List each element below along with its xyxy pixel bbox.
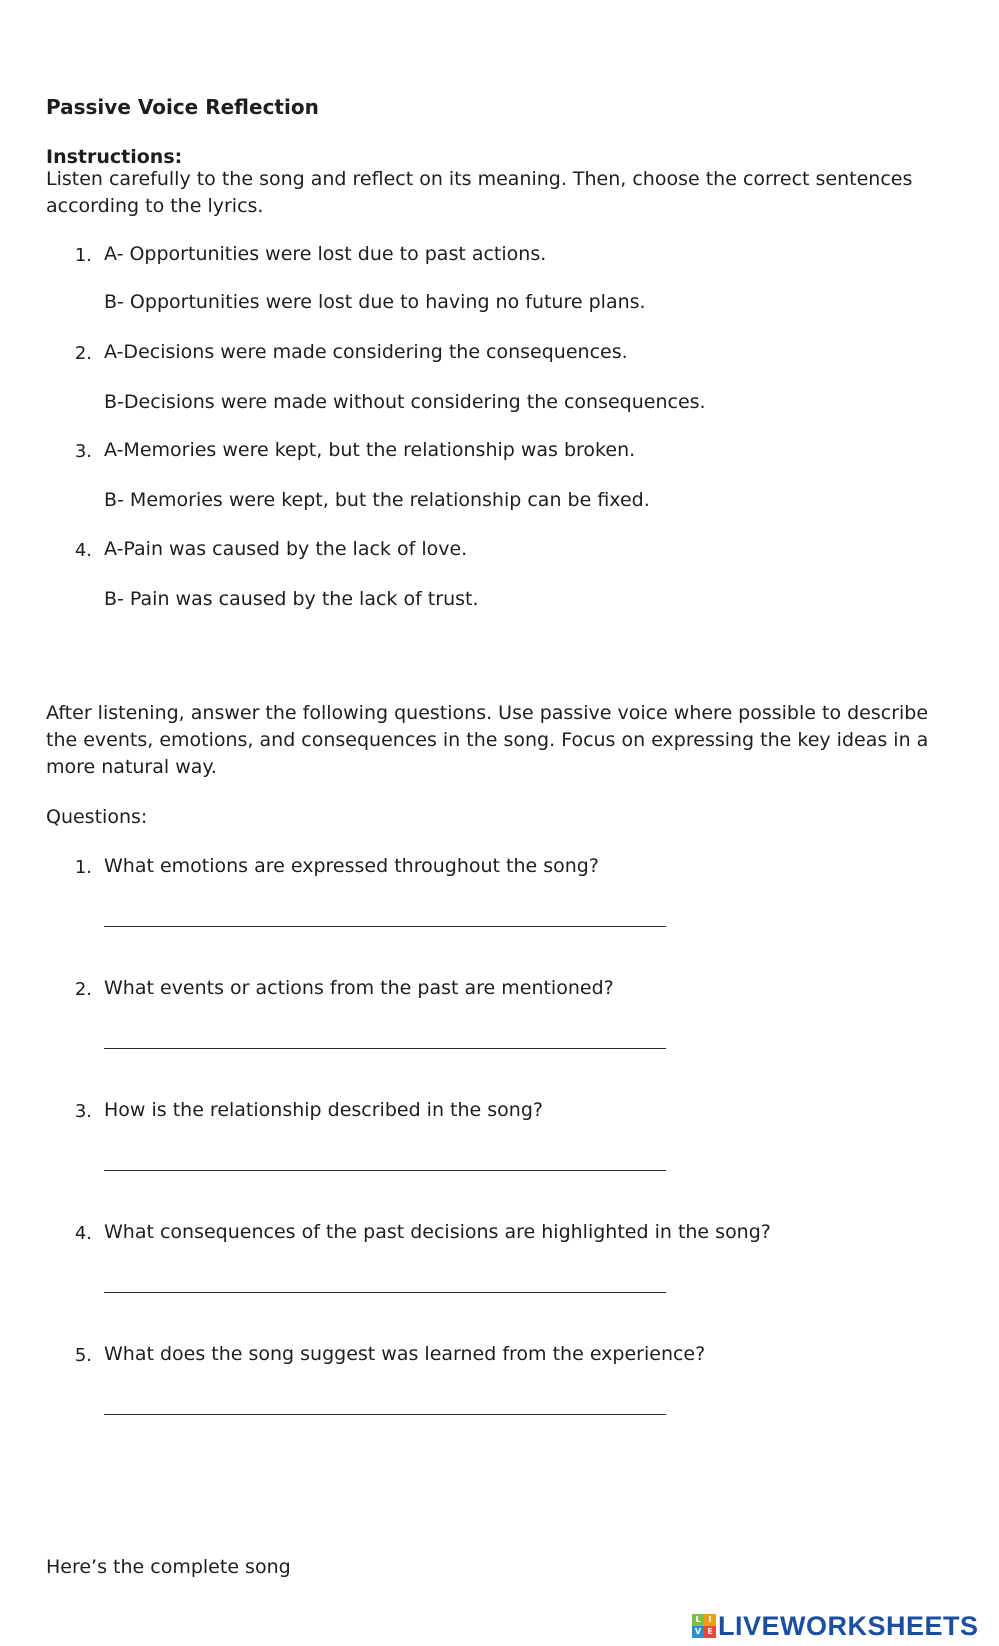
choice-option-a[interactable]: A- Opportunities were lost due to past actions. [104,243,547,265]
logo-mark-letter: V [692,1626,704,1638]
question-number: 5. [74,1345,92,1366]
logo-text: LIVEWORKSHEETS [718,1610,979,1641]
choice-option-a[interactable]: A-Memories were kept, but the relationship was broken. [104,439,636,461]
question-text: What events or actions from the past are mentioned? [104,977,614,999]
choice-option-a[interactable]: A-Decisions were made considering the consequences. [104,341,628,363]
choice-option-a[interactable]: A-Pain was caused by the lack of love. [104,538,468,560]
logo-mark-letter: L [692,1614,704,1626]
choice-number: 3. [74,441,92,462]
question-number: 1. [74,857,92,878]
choice-number: 2. [74,343,92,364]
answer-line[interactable] [104,1292,666,1293]
instructions-text: Listen carefully to the song and reflect on its meaning. Then, choose the correct sentences according to the lyrics. [46,168,913,217]
liveworksheets-logo [692,1610,979,1642]
choice-number: 1. [74,245,92,266]
question-number: 4. [74,1223,92,1244]
answer-line[interactable] [104,1414,666,1415]
answer-line[interactable] [104,1048,666,1049]
choice-option-b[interactable]: B- Opportunities were lost due to having no future plans. [104,291,646,313]
logo-mark-letter: I [704,1614,716,1626]
choice-option-b[interactable]: B- Pain was caused by the lack of trust. [104,588,479,610]
choice-number: 4. [74,540,92,561]
questions-heading: Questions: [46,806,148,828]
choice-option-b[interactable]: B- Memories were kept, but the relationship can be fixed. [104,489,650,511]
after-listening-text: After listening, answer the following questions. Use passive voice where possible to describe the events, emotions, and consequences in the song. Focus on expressing the key ideas in a more natural way. [46,702,929,778]
logo-mark-letter: E [704,1626,716,1638]
question-text: What consequences of the past decisions are highlighted in the song? [104,1221,771,1243]
question-number: 2. [74,979,92,1000]
question-text: What emotions are expressed throughout the song? [104,855,599,877]
instructions-heading: Instructions: [46,146,183,168]
question-text: How is the relationship described in the song? [104,1099,543,1121]
footer-text: Here’s the complete song [46,1556,291,1578]
liveworksheets-mark-icon [692,1614,716,1638]
answer-line[interactable] [104,926,666,927]
answer-line[interactable] [104,1170,666,1171]
question-number: 3. [74,1101,92,1122]
question-text: What does the song suggest was learned from the experience? [104,1343,706,1365]
choice-option-b[interactable]: B-Decisions were made without considering the consequences. [104,391,706,413]
page-title: Passive Voice Reflection [46,95,319,119]
